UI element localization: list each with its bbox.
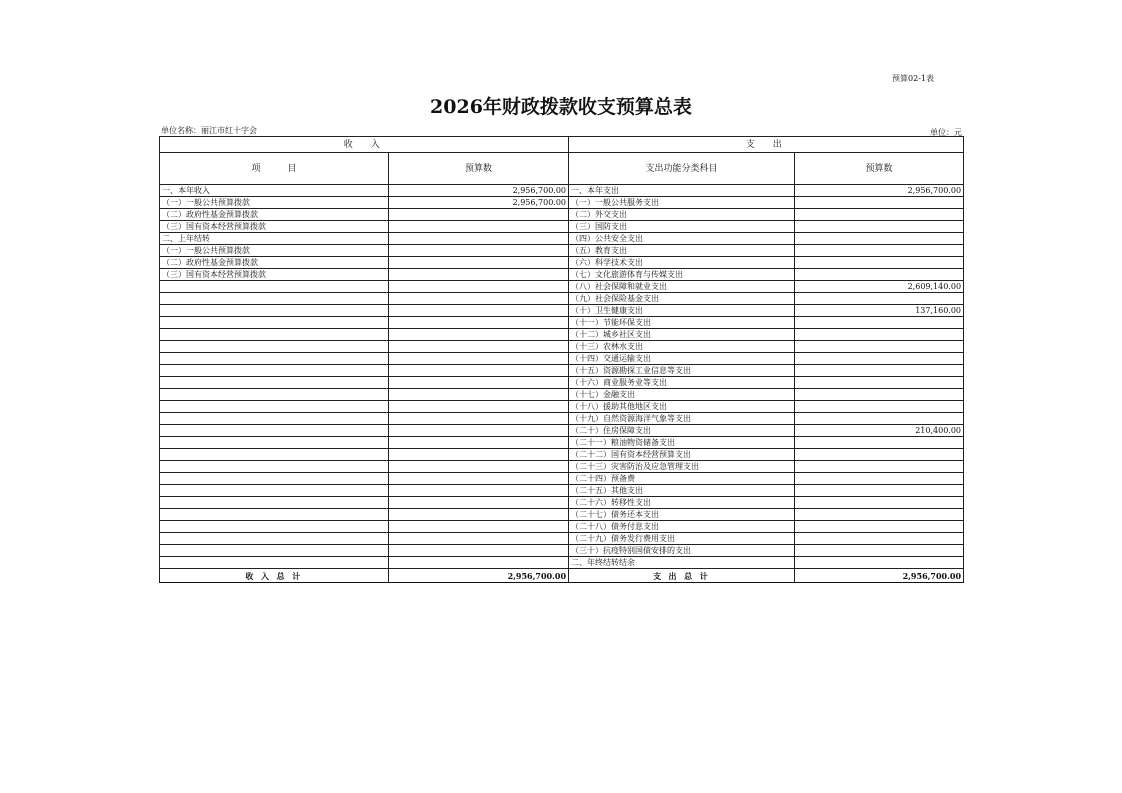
table-row [160, 365, 964, 377]
income-budget-cell [389, 461, 569, 473]
expense-budget-cell [795, 533, 964, 545]
expense-item-cell: （二）外交支出 [569, 209, 795, 221]
income-budget-cell [389, 425, 569, 437]
unit-name: 单位名称：丽江市红十字会 [161, 126, 257, 135]
expense-budget-cell [795, 485, 964, 497]
income-budget-cell [389, 449, 569, 461]
expense-budget-cell: 2,609,140.00 [795, 281, 964, 293]
income-item-cell [160, 533, 389, 545]
income-budget-cell [389, 341, 569, 353]
expense-item-cell: （二十七）债务还本支出 [569, 509, 795, 521]
expense-budget-cell [795, 365, 964, 377]
income-item-cell [160, 377, 389, 389]
table-row [160, 473, 964, 485]
expense-budget-cell [795, 473, 964, 485]
table-row [160, 497, 964, 509]
form-code: 预算02-1表 [892, 74, 934, 83]
income-item-cell [160, 509, 389, 521]
income-budget-cell [389, 257, 569, 269]
expense-budget-cell [795, 401, 964, 413]
income-item-cell [160, 485, 389, 497]
table-row [160, 197, 964, 209]
income-item-cell: 二、上年结转 [160, 233, 389, 245]
income-item-cell: （一）一般公共预算拨款 [160, 197, 389, 209]
income-item-cell [160, 341, 389, 353]
income-item-cell [160, 353, 389, 365]
expense-budget-cell [795, 317, 964, 329]
income-budget-cell [389, 281, 569, 293]
currency-unit: 单位：元 [930, 128, 962, 137]
table-row [160, 557, 964, 569]
table-row [160, 449, 964, 461]
income-budget-cell [389, 389, 569, 401]
expense-budget-cell [795, 257, 964, 269]
expense-budget-cell [795, 413, 964, 425]
expense-budget-cell [795, 245, 964, 257]
page-title: 2026年财政拨款收支预算总表 [430, 96, 692, 118]
income-item-cell [160, 557, 389, 569]
expense-budget-cell [795, 497, 964, 509]
column-header-row [160, 153, 964, 185]
table-row [160, 269, 964, 281]
expense-budget-cell [795, 377, 964, 389]
table-row [160, 245, 964, 257]
income-total-value: 2,956,700.00 [389, 569, 569, 583]
table-row [160, 485, 964, 497]
expense-item-cell: （九）社会保险基金支出 [569, 293, 795, 305]
table-row [160, 437, 964, 449]
expense-budget-column-header: 预算数 [795, 153, 964, 185]
expense-item-cell: （十七）金融支出 [569, 389, 795, 401]
table-row [160, 185, 964, 197]
income-item-cell [160, 545, 389, 557]
expense-budget-cell [795, 437, 964, 449]
income-budget-cell [389, 509, 569, 521]
expense-item-cell: （二十三）灾害防治及应急管理支出 [569, 461, 795, 473]
income-item-cell [160, 425, 389, 437]
table-row [160, 389, 964, 401]
expense-budget-cell [795, 545, 964, 557]
expense-budget-cell [795, 557, 964, 569]
expense-item-cell: 二、年终结转结余 [569, 557, 795, 569]
table-row [160, 521, 964, 533]
expense-item-cell: （二十六）转移性支出 [569, 497, 795, 509]
expense-budget-cell [795, 221, 964, 233]
table-row [160, 233, 964, 245]
expense-item-cell: （二十四）预备费 [569, 473, 795, 485]
expense-item-cell: （五）教育支出 [569, 245, 795, 257]
expense-item-cell: （八）社会保障和就业支出 [569, 281, 795, 293]
expense-budget-cell [795, 269, 964, 281]
table-row [160, 221, 964, 233]
income-item-cell [160, 461, 389, 473]
income-budget-cell [389, 497, 569, 509]
income-budget-cell [389, 485, 569, 497]
expense-item-cell: （十五）资源勘探工业信息等支出 [569, 365, 795, 377]
income-item-cell [160, 521, 389, 533]
table-row [160, 305, 964, 317]
table-row [160, 401, 964, 413]
expense-item-cell: （二十九）债务发行费用支出 [569, 533, 795, 545]
table-row [160, 533, 964, 545]
income-budget-cell [389, 413, 569, 425]
expense-budget-cell: 137,160.00 [795, 305, 964, 317]
expense-budget-cell [795, 389, 964, 401]
expense-item-cell: （二十一）粮油物资储备支出 [569, 437, 795, 449]
item-column-header: 项 目 [160, 153, 389, 185]
income-item-cell [160, 365, 389, 377]
income-item-cell [160, 389, 389, 401]
income-item-cell [160, 317, 389, 329]
expense-item-cell: （一）一般公共服务支出 [569, 197, 795, 209]
income-item-cell [160, 449, 389, 461]
section-header-row [160, 137, 964, 153]
income-budget-cell [389, 305, 569, 317]
table-row [160, 413, 964, 425]
expense-budget-cell [795, 449, 964, 461]
income-total-label: 收 入 总 计 [160, 569, 389, 583]
income-budget-cell [389, 473, 569, 485]
income-item-cell [160, 401, 389, 413]
table-row [160, 461, 964, 473]
income-budget-cell [389, 353, 569, 365]
income-item-cell: （二）政府性基金预算拨款 [160, 209, 389, 221]
income-budget-cell [389, 329, 569, 341]
income-item-cell [160, 281, 389, 293]
income-budget-column-header: 预算数 [389, 153, 569, 185]
income-item-cell: （二）政府性基金预算拨款 [160, 257, 389, 269]
income-item-cell: （一）一般公共预算拨款 [160, 245, 389, 257]
income-budget-cell [389, 245, 569, 257]
income-item-cell [160, 305, 389, 317]
income-budget-cell [389, 557, 569, 569]
budget-table [159, 136, 964, 583]
income-item-cell [160, 329, 389, 341]
expense-budget-cell [795, 197, 964, 209]
expense-budget-cell: 2,956,700.00 [795, 185, 964, 197]
income-section-header: 收 入 [160, 137, 569, 153]
expense-budget-cell [795, 209, 964, 221]
expense-item-cell: （四）公共安全支出 [569, 233, 795, 245]
expense-total-value: 2,956,700.00 [795, 569, 964, 583]
income-item-cell: 一、本年收入 [160, 185, 389, 197]
expense-item-cell: （二十二）国有资本经营预算支出 [569, 449, 795, 461]
income-item-cell [160, 497, 389, 509]
income-budget-cell: 2,956,700.00 [389, 185, 569, 197]
table-row [160, 509, 964, 521]
income-budget-cell [389, 233, 569, 245]
income-budget-cell [389, 365, 569, 377]
expense-item-cell: （二十）住房保障支出 [569, 425, 795, 437]
income-budget-cell [389, 293, 569, 305]
table-row [160, 425, 964, 437]
expense-item-cell: 一、本年支出 [569, 185, 795, 197]
expense-budget-cell [795, 353, 964, 365]
table-row [160, 341, 964, 353]
table-row [160, 545, 964, 557]
table-row [160, 329, 964, 341]
expense-budget-cell [795, 329, 964, 341]
expense-item-cell: （十九）自然资源海洋气象等支出 [569, 413, 795, 425]
expense-item-cell: （二十八）债务付息支出 [569, 521, 795, 533]
expense-budget-cell: 210,400.00 [795, 425, 964, 437]
income-item-cell: （三）国有资本经营预算拨款 [160, 221, 389, 233]
expense-item-cell: （三）国防支出 [569, 221, 795, 233]
expense-budget-cell [795, 341, 964, 353]
income-budget-cell [389, 317, 569, 329]
expense-item-cell: （十三）农林水支出 [569, 341, 795, 353]
income-budget-cell [389, 401, 569, 413]
expense-budget-cell [795, 509, 964, 521]
table-row [160, 293, 964, 305]
function-category-column-header: 支出功能分类科目 [569, 153, 795, 185]
table-body [160, 137, 964, 583]
table-row [160, 353, 964, 365]
totals-row [160, 569, 964, 583]
expense-item-cell: （六）科学技术支出 [569, 257, 795, 269]
income-item-cell [160, 473, 389, 485]
expense-item-cell: （十四）交通运输支出 [569, 353, 795, 365]
expense-item-cell: （十）卫生健康支出 [569, 305, 795, 317]
income-budget-cell [389, 521, 569, 533]
table-row [160, 317, 964, 329]
expense-item-cell: （十一）节能环保支出 [569, 317, 795, 329]
income-budget-cell [389, 221, 569, 233]
table-row [160, 377, 964, 389]
income-budget-cell [389, 545, 569, 557]
expense-budget-cell [795, 521, 964, 533]
income-budget-cell: 2,956,700.00 [389, 197, 569, 209]
income-item-cell [160, 293, 389, 305]
expense-total-label: 支 出 总 计 [569, 569, 795, 583]
income-item-cell [160, 437, 389, 449]
income-item-cell: （三）国有资本经营预算拨款 [160, 269, 389, 281]
income-budget-cell [389, 269, 569, 281]
income-budget-cell [389, 377, 569, 389]
expense-item-cell: （十八）援助其他地区支出 [569, 401, 795, 413]
expense-item-cell: （二十五）其他支出 [569, 485, 795, 497]
income-budget-cell [389, 209, 569, 221]
income-budget-cell [389, 437, 569, 449]
table-row [160, 209, 964, 221]
expense-section-header: 支 出 [569, 137, 964, 153]
expense-item-cell: （十二）城乡社区支出 [569, 329, 795, 341]
expense-item-cell: （七）文化旅游体育与传媒支出 [569, 269, 795, 281]
income-item-cell [160, 413, 389, 425]
expense-budget-cell [795, 461, 964, 473]
income-budget-cell [389, 533, 569, 545]
table-row [160, 257, 964, 269]
table-row [160, 281, 964, 293]
expense-item-cell: （三十）抗疫特别国债安排的支出 [569, 545, 795, 557]
expense-budget-cell [795, 233, 964, 245]
expense-item-cell: （十六）商业服务业等支出 [569, 377, 795, 389]
expense-budget-cell [795, 293, 964, 305]
